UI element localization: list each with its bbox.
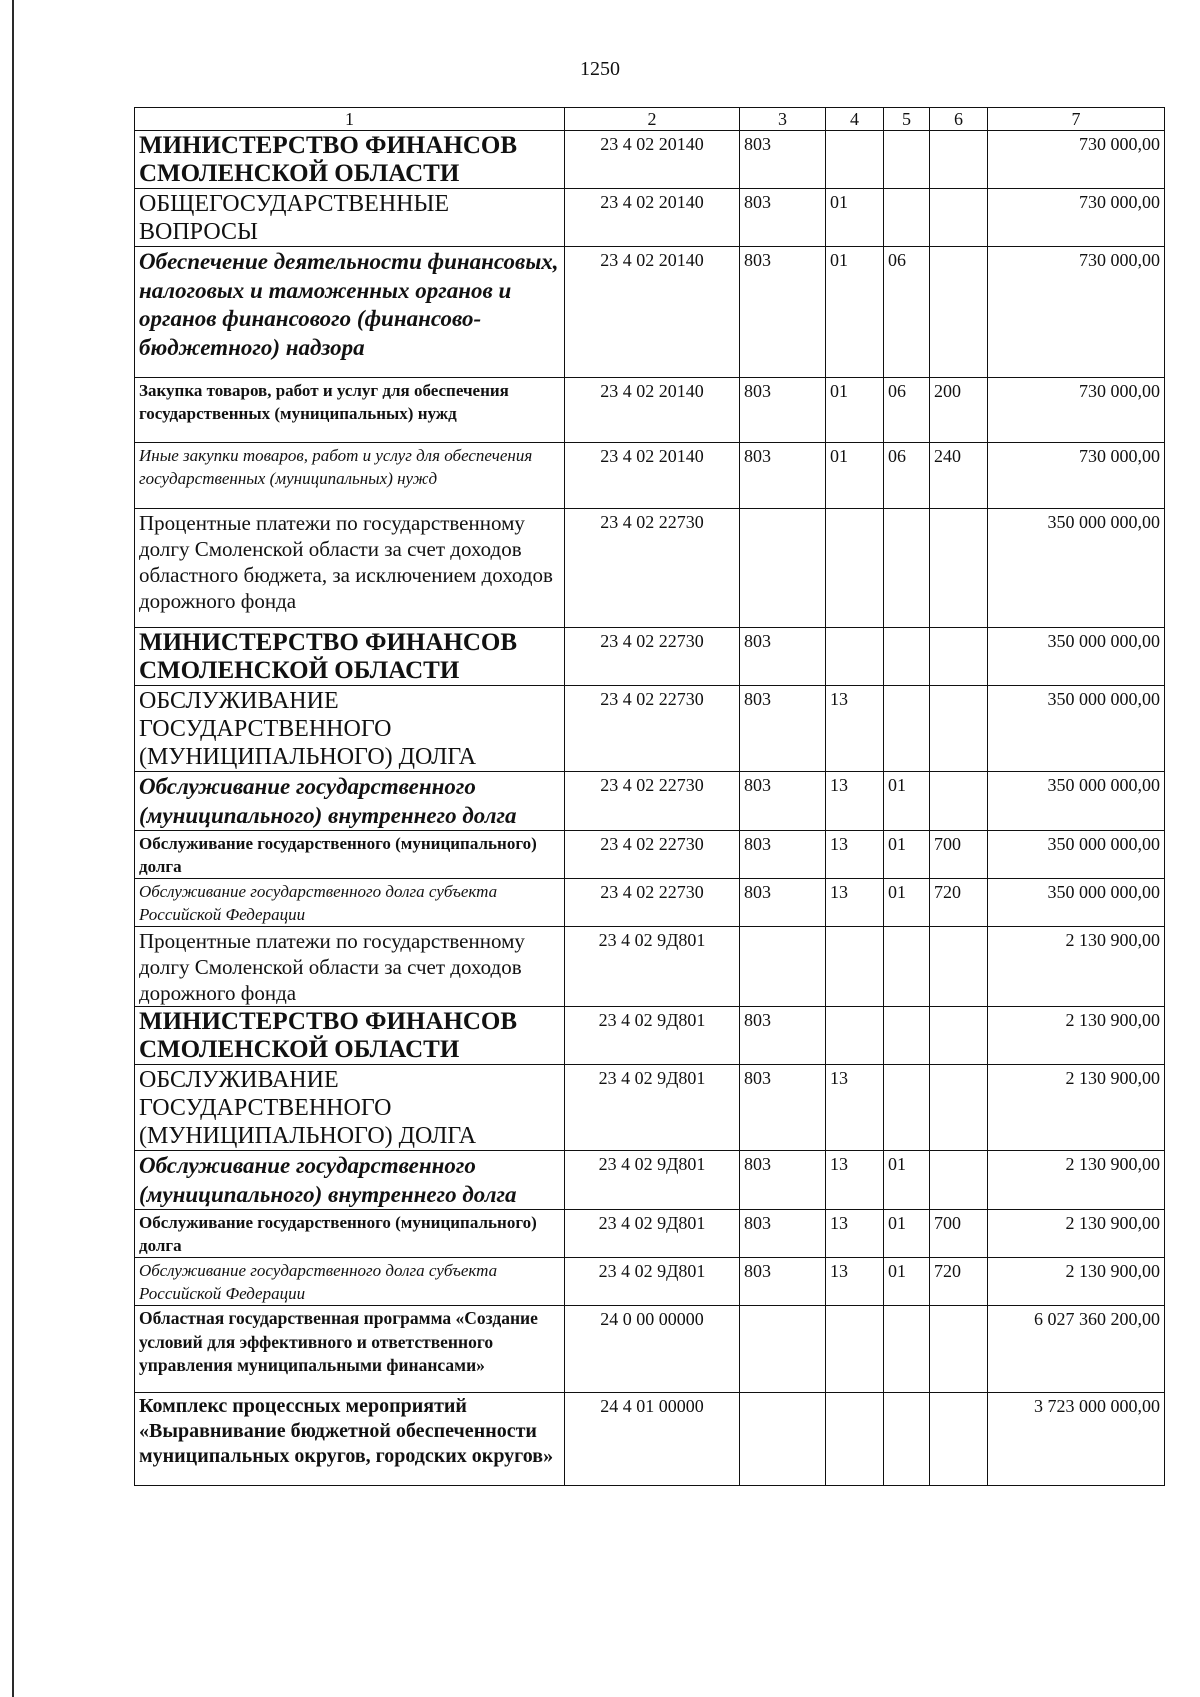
section-code-cell: [826, 628, 884, 686]
section-code-cell: 01: [826, 443, 884, 509]
section-code-cell: [826, 509, 884, 628]
amount-cell: 350 000 000,00: [988, 686, 1165, 772]
ministry-code-cell: 803: [740, 378, 826, 443]
expense-type-code-cell: [930, 131, 988, 189]
subsection-code-cell: [884, 189, 930, 247]
ministry-code-cell: [740, 1306, 826, 1393]
row-name-cell: Областная государственная программа «Создание условий для эффективного и ответственного управления муниципальными финансами»: [135, 1306, 565, 1393]
amount-cell: 6 027 360 200,00: [988, 1306, 1165, 1393]
table-row: [135, 831, 1165, 879]
header-cell-1: 1: [135, 108, 565, 131]
table-row: [135, 378, 1165, 443]
amount-cell: 2 130 900,00: [988, 1210, 1165, 1258]
expense-type-code-cell: [930, 1306, 988, 1393]
section-code-cell: 01: [826, 189, 884, 247]
section-code-cell: 01: [826, 247, 884, 378]
amount-cell: 2 130 900,00: [988, 927, 1165, 1007]
ministry-code-cell: 803: [740, 443, 826, 509]
table-row: [135, 628, 1165, 686]
ministry-code-cell: 803: [740, 189, 826, 247]
ministry-code-cell: 803: [740, 1007, 826, 1065]
table-row: [135, 1007, 1165, 1065]
row-name-cell: Обеспечение деятельности финансовых, налоговых и таможенных органов и органов финансового (финансово-бюджетного) надзора: [135, 247, 565, 378]
amount-cell: 350 000 000,00: [988, 628, 1165, 686]
subsection-code-cell: 06: [884, 247, 930, 378]
table-row: [135, 879, 1165, 927]
target-code-cell: 23 4 02 9Д801: [565, 1151, 740, 1210]
row-name-cell: Закупка товаров, работ и услуг для обеспечения государственных (муниципальных) нужд: [135, 378, 565, 443]
target-code-cell: 23 4 02 22730: [565, 686, 740, 772]
target-code-cell: 23 4 02 20140: [565, 443, 740, 509]
amount-cell: 730 000,00: [988, 443, 1165, 509]
section-code-cell: [826, 927, 884, 1007]
target-code-cell: 24 4 01 00000: [565, 1393, 740, 1486]
ministry-code-cell: 803: [740, 247, 826, 378]
target-code-cell: 23 4 02 22730: [565, 831, 740, 879]
target-code-cell: 23 4 02 22730: [565, 509, 740, 628]
target-code-cell: 23 4 02 22730: [565, 879, 740, 927]
table-row: [135, 1258, 1165, 1306]
subsection-code-cell: 01: [884, 1151, 930, 1210]
ministry-code-cell: [740, 927, 826, 1007]
expense-type-code-cell: 200: [930, 378, 988, 443]
expense-type-code-cell: [930, 1393, 988, 1486]
table-row: [135, 772, 1165, 831]
row-name-cell: Обслуживание государственного (муниципального) внутреннего долга: [135, 772, 565, 831]
table-row: [135, 1065, 1165, 1151]
table-row: [135, 1393, 1165, 1486]
target-code-cell: 23 4 02 20140: [565, 378, 740, 443]
row-name-cell: ОБСЛУЖИВАНИЕ ГОСУДАРСТВЕННОГО (МУНИЦИПАЛЬНОГО) ДОЛГА: [135, 686, 565, 772]
amount-cell: 730 000,00: [988, 378, 1165, 443]
expense-type-code-cell: 700: [930, 1210, 988, 1258]
table-row: [135, 443, 1165, 509]
row-name-cell: ОБСЛУЖИВАНИЕ ГОСУДАРСТВЕННОГО (МУНИЦИПАЛЬНОГО) ДОЛГА: [135, 1065, 565, 1151]
target-code-cell: 23 4 02 9Д801: [565, 1258, 740, 1306]
section-code-cell: 13: [826, 772, 884, 831]
table-row: [135, 131, 1165, 189]
header-cell-3: 3: [740, 108, 826, 131]
section-code-cell: 13: [826, 686, 884, 772]
amount-cell: 2 130 900,00: [988, 1007, 1165, 1065]
section-code-cell: 13: [826, 831, 884, 879]
section-code-cell: [826, 1007, 884, 1065]
expense-type-code-cell: [930, 509, 988, 628]
subsection-code-cell: [884, 509, 930, 628]
amount-cell: 350 000 000,00: [988, 509, 1165, 628]
subsection-code-cell: 01: [884, 831, 930, 879]
subsection-code-cell: 06: [884, 443, 930, 509]
expense-type-code-cell: [930, 772, 988, 831]
row-name-cell: МИНИСТЕРСТВО ФИНАНСОВ СМОЛЕНСКОЙ ОБЛАСТИ: [135, 1007, 565, 1065]
section-code-cell: 13: [826, 879, 884, 927]
row-name-cell: МИНИСТЕРСТВО ФИНАНСОВ СМОЛЕНСКОЙ ОБЛАСТИ: [135, 131, 565, 189]
expense-type-code-cell: [930, 247, 988, 378]
row-name-cell: Обслуживание государственного (муниципального) долга: [135, 1210, 565, 1258]
amount-cell: 350 000 000,00: [988, 772, 1165, 831]
amount-cell: 350 000 000,00: [988, 879, 1165, 927]
ministry-code-cell: 803: [740, 1210, 826, 1258]
amount-cell: 2 130 900,00: [988, 1258, 1165, 1306]
header-cell-7: 7: [988, 108, 1165, 131]
header-cell-5: 5: [884, 108, 930, 131]
amount-cell: 730 000,00: [988, 189, 1165, 247]
ministry-code-cell: 803: [740, 628, 826, 686]
scan-edge-line: [12, 0, 14, 1697]
target-code-cell: 23 4 02 9Д801: [565, 1210, 740, 1258]
expense-type-code-cell: [930, 686, 988, 772]
expense-type-code-cell: [930, 927, 988, 1007]
subsection-code-cell: [884, 1065, 930, 1151]
target-code-cell: 23 4 02 9Д801: [565, 927, 740, 1007]
amount-cell: 3 723 000 000,00: [988, 1393, 1165, 1486]
amount-cell: 2 130 900,00: [988, 1151, 1165, 1210]
subsection-code-cell: [884, 1007, 930, 1065]
header-cell-4: 4: [826, 108, 884, 131]
row-name-cell: Процентные платежи по государственному долгу Смоленской области за счет доходов дорожного фонда: [135, 927, 565, 1007]
section-code-cell: 01: [826, 378, 884, 443]
target-code-cell: 23 4 02 22730: [565, 628, 740, 686]
header-cell-2: 2: [565, 108, 740, 131]
header-cell-6: 6: [930, 108, 988, 131]
expense-type-code-cell: 720: [930, 1258, 988, 1306]
row-name-cell: Комплекс процессных мероприятий «Выравнивание бюджетной обеспеченности муниципальных округов, городских округов»: [135, 1393, 565, 1486]
row-name-cell: МИНИСТЕРСТВО ФИНАНСОВ СМОЛЕНСКОЙ ОБЛАСТИ: [135, 628, 565, 686]
section-code-cell: [826, 1393, 884, 1486]
table-row: [135, 1210, 1165, 1258]
subsection-code-cell: [884, 927, 930, 1007]
section-code-cell: 13: [826, 1065, 884, 1151]
table-row: [135, 1151, 1165, 1210]
page-number: 1250: [580, 58, 620, 80]
row-name-cell: ОБЩЕГОСУДАРСТВЕННЫЕ ВОПРОСЫ: [135, 189, 565, 247]
amount-cell: 730 000,00: [988, 247, 1165, 378]
row-name-cell: Иные закупки товаров, работ и услуг для обеспечения государственных (муниципальных) нужд: [135, 443, 565, 509]
section-code-cell: 13: [826, 1210, 884, 1258]
subsection-code-cell: [884, 686, 930, 772]
expense-type-code-cell: [930, 1151, 988, 1210]
subsection-code-cell: [884, 131, 930, 189]
subsection-code-cell: 01: [884, 879, 930, 927]
budget-table: [134, 107, 1165, 1486]
expense-type-code-cell: [930, 628, 988, 686]
subsection-code-cell: 01: [884, 772, 930, 831]
subsection-code-cell: [884, 1306, 930, 1393]
ministry-code-cell: 803: [740, 686, 826, 772]
subsection-code-cell: 01: [884, 1210, 930, 1258]
target-code-cell: 23 4 02 9Д801: [565, 1007, 740, 1065]
row-name-cell: Процентные платежи по государственному долгу Смоленской области за счет доходов областного бюджета, за исключением доходов дорожного фонда: [135, 509, 565, 628]
target-code-cell: 23 4 02 20140: [565, 131, 740, 189]
expense-type-code-cell: [930, 1065, 988, 1151]
table-row: [135, 927, 1165, 1007]
target-code-cell: 24 0 00 00000: [565, 1306, 740, 1393]
ministry-code-cell: [740, 1393, 826, 1486]
section-code-cell: 13: [826, 1151, 884, 1210]
amount-cell: 730 000,00: [988, 131, 1165, 189]
table-row: [135, 509, 1165, 628]
table-header-row: [135, 108, 1165, 131]
target-code-cell: 23 4 02 20140: [565, 189, 740, 247]
subsection-code-cell: 06: [884, 378, 930, 443]
target-code-cell: 23 4 02 22730: [565, 772, 740, 831]
subsection-code-cell: [884, 1393, 930, 1486]
expense-type-code-cell: 240: [930, 443, 988, 509]
ministry-code-cell: 803: [740, 131, 826, 189]
ministry-code-cell: 803: [740, 831, 826, 879]
row-name-cell: Обслуживание государственного долга субъекта Российской Федерации: [135, 879, 565, 927]
ministry-code-cell: 803: [740, 1258, 826, 1306]
expense-type-code-cell: [930, 1007, 988, 1065]
row-name-cell: Обслуживание государственного (муниципального) внутреннего долга: [135, 1151, 565, 1210]
section-code-cell: [826, 1306, 884, 1393]
target-code-cell: 23 4 02 9Д801: [565, 1065, 740, 1151]
target-code-cell: 23 4 02 20140: [565, 247, 740, 378]
amount-cell: 350 000 000,00: [988, 831, 1165, 879]
ministry-code-cell: 803: [740, 1065, 826, 1151]
table-row: [135, 247, 1165, 378]
table-row: [135, 1306, 1165, 1393]
section-code-cell: 13: [826, 1258, 884, 1306]
table-row: [135, 189, 1165, 247]
section-code-cell: [826, 131, 884, 189]
ministry-code-cell: 803: [740, 1151, 826, 1210]
row-name-cell: Обслуживание государственного (муниципального) долга: [135, 831, 565, 879]
ministry-code-cell: 803: [740, 772, 826, 831]
ministry-code-cell: 803: [740, 879, 826, 927]
expense-type-code-cell: [930, 189, 988, 247]
expense-type-code-cell: 700: [930, 831, 988, 879]
expense-type-code-cell: 720: [930, 879, 988, 927]
table-row: [135, 686, 1165, 772]
subsection-code-cell: [884, 628, 930, 686]
subsection-code-cell: 01: [884, 1258, 930, 1306]
row-name-cell: Обслуживание государственного долга субъекта Российской Федерации: [135, 1258, 565, 1306]
amount-cell: 2 130 900,00: [988, 1065, 1165, 1151]
ministry-code-cell: [740, 509, 826, 628]
